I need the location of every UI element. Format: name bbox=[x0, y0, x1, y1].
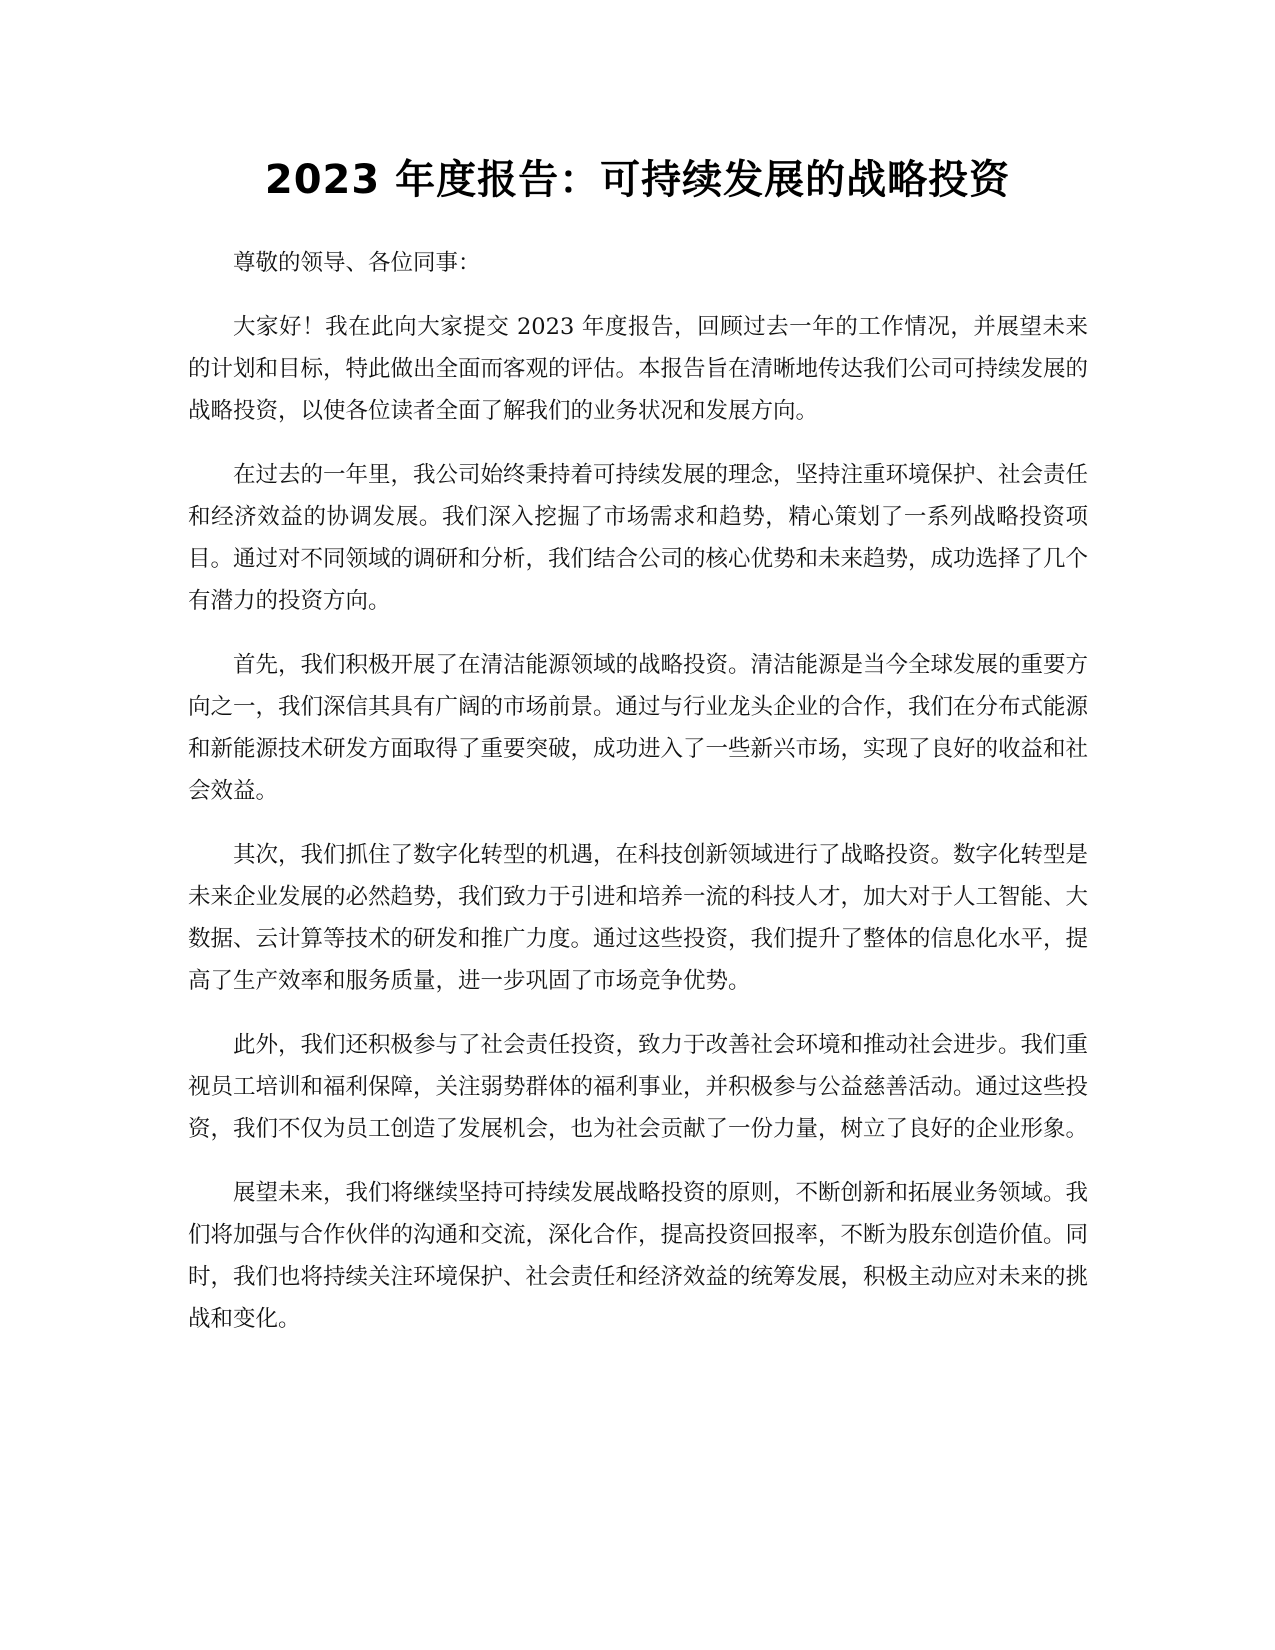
paragraph-clean-energy: 首先，我们积极开展了在清洁能源领域的战略投资。清洁能源是当今全球发展的重要方向之一，我们深信其具有广阔的市场前景。通过与行业龙头企业的合作，我们在分布式能源和新能源技术研发方面取得了重要突破，成功进入了一些新兴市场，实现了良好的收益和社会效益。 bbox=[188, 652, 1089, 804]
paragraph-outlook: 展望未来，我们将继续坚持可持续发展战略投资的原则，不断创新和拓展业务领域。我们将加强与合作伙伴的沟通和交流，深化合作，提高投资回报率，不断为股东创造价值。同时，我们也将持续关注环境保护、社会责任和经济效益的统筹发展，积极主动应对未来的挑战和变化。 bbox=[188, 1180, 1089, 1332]
paragraph-intro: 大家好！我在此向大家提交 2023 年度报告，回顾过去一年的工作情况，并展望未来的计划和目标，特此做出全面而客观的评估。本报告旨在清晰地传达我们公司可持续发展的战略投资，以使各位读者全面了解我们的业务状况和发展方向。 bbox=[188, 314, 1089, 424]
salutation: 尊敬的领导、各位同事： bbox=[233, 250, 481, 276]
document-body bbox=[188, 242, 1088, 1362]
paragraph-past-year: 在过去的一年里，我公司始终秉持着可持续发展的理念，坚持注重环境保护、社会责任和经济效益的协调发展。我们深入挖掘了市场需求和趋势，精心策划了一系列战略投资项目。通过对不同领域的调研和分析，我们结合公司的核心优势和未来趋势，成功选择了几个有潜力的投资方向。 bbox=[188, 462, 1089, 614]
paragraph-digital-transformation: 其次，我们抓住了数字化转型的机遇，在科技创新领域进行了战略投资。数字化转型是未来企业发展的必然趋势，我们致力于引进和培养一流的科技人才，加大对于人工智能、大数据、云计算等技术的研发和推广力度。通过这些投资，我们提升了整体的信息化水平，提高了生产效率和服务质量，进一步巩固了市场竞争优势。 bbox=[188, 842, 1089, 994]
document-title: 2023 年度报告：可持续发展的战略投资 bbox=[264, 157, 1011, 203]
paragraph-social-responsibility: 此外，我们还积极参与了社会责任投资，致力于改善社会环境和推动社会进步。我们重视员工培训和福利保障，关注弱势群体的福利事业，并积极参与公益慈善活动。通过这些投资，我们不仅为员工创造了发展机会，也为社会贡献了一份力量，树立了良好的企业形象。 bbox=[188, 1032, 1089, 1142]
